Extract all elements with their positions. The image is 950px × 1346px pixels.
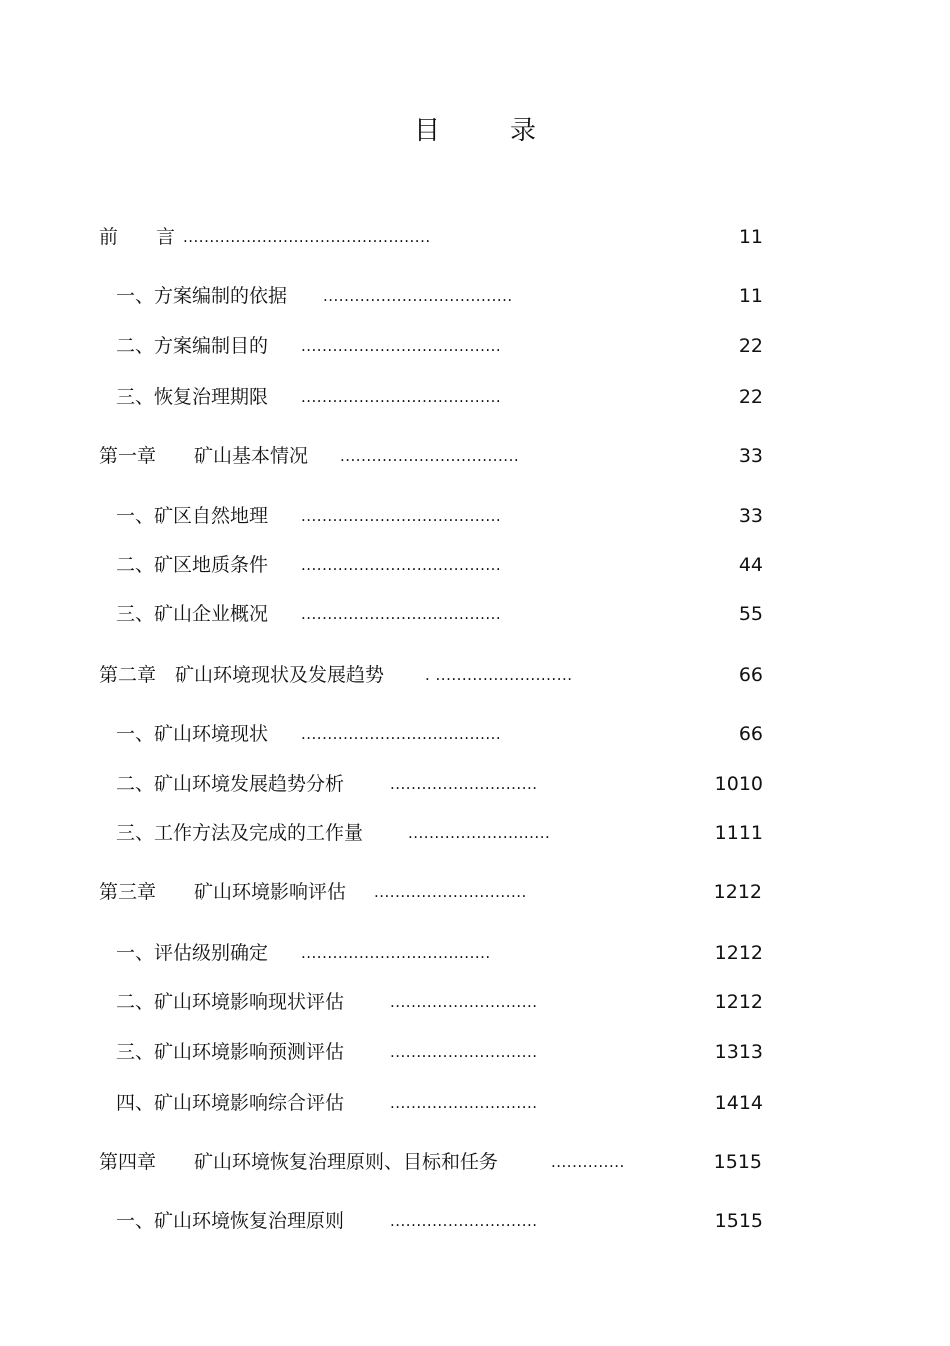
toc-entry-page: 1010: [714, 773, 763, 795]
toc-entry[interactable]: [0, 382, 950, 412]
toc-entry-page: 1515: [713, 1151, 762, 1173]
toc-entry-leader: ....................................: [301, 944, 491, 962]
toc-entry[interactable]: [0, 550, 950, 580]
toc-entry-leader: ......................................: [301, 507, 502, 525]
toc-entry-leader: ......................................: [301, 337, 502, 355]
toc-entry[interactable]: [0, 501, 950, 531]
toc-entry-leader: ............................: [390, 775, 538, 793]
toc-entry-leader: ...............................................: [183, 228, 431, 246]
toc-entry[interactable]: [0, 1037, 950, 1067]
toc-title: [0, 110, 950, 147]
toc-entry-label: 一、矿区自然地理: [116, 505, 269, 527]
toc-entry-leader: ..................................: [340, 447, 520, 465]
toc-entry-page: 33: [738, 505, 763, 527]
toc-entry-label: 三、工作方法及完成的工作量: [116, 822, 364, 844]
toc-entry-page: 1212: [714, 991, 763, 1013]
toc-entry-page: 66: [738, 723, 763, 745]
toc-entry-label: 二、方案编制目的: [116, 335, 269, 357]
toc-entry-leader: .............................: [374, 883, 527, 901]
toc-entry[interactable]: [0, 1206, 950, 1236]
toc-title-char-1: 目: [413, 116, 440, 146]
toc-entry-label: 四、矿山环境影响综合评估: [116, 1092, 345, 1114]
toc-entry-chapter-2[interactable]: [0, 660, 950, 690]
toc-entry-label: 一、方案编制的依据: [116, 285, 288, 307]
toc-entry-page: 22: [738, 386, 763, 408]
toc-entry-leader: ......................................: [301, 556, 502, 574]
toc-entry-page: 1111: [714, 822, 763, 844]
toc-entry-leader: ............................: [390, 1043, 538, 1061]
toc-entry-page: 11: [738, 285, 763, 307]
toc-entry-leader: ..............: [551, 1153, 625, 1171]
toc-entry[interactable]: [0, 938, 950, 968]
toc-entry-page: 11: [738, 226, 763, 248]
toc-entry-page: 22: [738, 335, 763, 357]
toc-entry-leader: . ..........................: [425, 666, 573, 684]
toc-entry-chapter-1[interactable]: [0, 441, 950, 471]
toc-entry-label: 第一章 矿山基本情况: [99, 445, 309, 467]
toc-entry-chapter-4[interactable]: [0, 1147, 950, 1177]
toc-entry-page: 1212: [713, 881, 762, 903]
toc-entry-page: 1515: [714, 1210, 763, 1232]
toc-entry-chapter-3[interactable]: [0, 877, 950, 907]
toc-entry-label: 一、矿山环境现状: [116, 723, 269, 745]
toc-entry-leader: ......................................: [301, 605, 502, 623]
toc-entry-leader: ............................: [390, 1212, 538, 1230]
toc-entry[interactable]: [0, 987, 950, 1017]
toc-entry-page: 1414: [714, 1092, 763, 1114]
toc-entry-leader: ............................: [390, 993, 538, 1011]
toc-entry-label: 一、矿山环境恢复治理原则: [116, 1210, 345, 1232]
toc-entry[interactable]: [0, 1088, 950, 1118]
toc-entry[interactable]: [0, 818, 950, 848]
toc-entry-label: 第三章 矿山环境影响评估: [99, 881, 347, 903]
toc-entry-page: 1313: [714, 1041, 763, 1063]
toc-entry-label: 一、评估级别确定: [116, 942, 269, 964]
toc-entry-leader: ...........................: [408, 824, 551, 842]
toc-entry[interactable]: [0, 719, 950, 749]
toc-entry-label: 二、矿山环境影响现状评估: [116, 991, 345, 1013]
toc-entry-label: 二、矿区地质条件: [116, 554, 269, 576]
toc-entry-label: 三、恢复治理期限: [116, 386, 269, 408]
toc-entry-leader: ....................................: [323, 287, 513, 305]
toc-entry-label: 第四章 矿山环境恢复治理原则、目标和任务: [99, 1151, 499, 1173]
toc-entry-label: 二、矿山环境发展趋势分析: [116, 773, 345, 795]
toc-entry-label: 前 言: [99, 226, 176, 248]
toc-entry-label: 三、矿山环境影响预测评估: [116, 1041, 345, 1063]
toc-entry-page: 44: [738, 554, 763, 576]
toc-entry-preface[interactable]: [0, 222, 950, 252]
toc-entry-page: 66: [738, 664, 763, 686]
toc-entry[interactable]: [0, 769, 950, 799]
toc-entry-leader: ......................................: [301, 388, 502, 406]
toc-entry-label: 第二章 矿山环境现状及发展趋势: [99, 664, 385, 686]
toc-entry[interactable]: [0, 281, 950, 311]
toc-entry-leader: ............................: [390, 1094, 538, 1112]
toc-entry-page: 33: [738, 445, 763, 467]
toc-entry-label: 三、矿山企业概况: [116, 603, 269, 625]
toc-entry[interactable]: [0, 599, 950, 629]
toc-entry[interactable]: [0, 331, 950, 361]
toc-entry-page: 1212: [714, 942, 763, 964]
toc-entry-leader: ......................................: [301, 725, 502, 743]
toc-entry-page: 55: [738, 603, 763, 625]
toc-title-char-2: 录: [510, 116, 537, 146]
